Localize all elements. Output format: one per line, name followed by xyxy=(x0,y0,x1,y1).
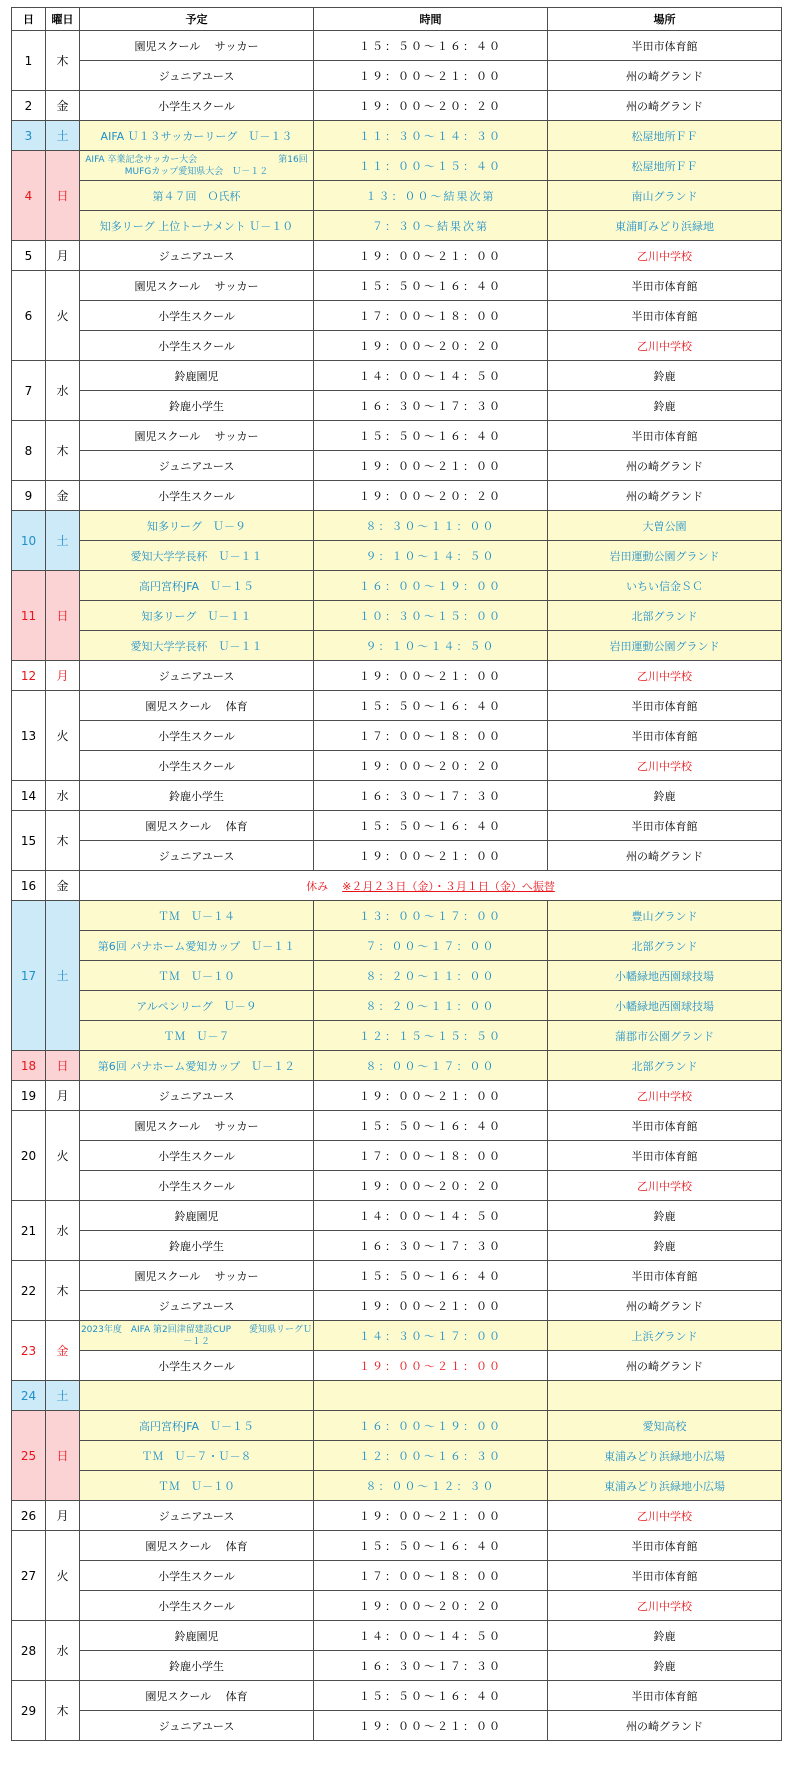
weekday-cell: 火 xyxy=(46,691,80,781)
time-cell: １９：００～２１：００ xyxy=(314,1711,548,1741)
time-cell: １９：００～２１：００ xyxy=(314,61,548,91)
table-row xyxy=(12,1171,782,1201)
event-cell: ＴＭ Ｕ－１４ xyxy=(80,901,314,931)
table-row xyxy=(12,961,782,991)
place-cell: 岩田運動公園グランド xyxy=(548,631,782,661)
place-cell: 半田市体育館 xyxy=(548,31,782,61)
place-cell: 鈴鹿 xyxy=(548,781,782,811)
place-cell: 小幡緑地西園球技場 xyxy=(548,991,782,1021)
table-row xyxy=(12,361,782,391)
event-cell: 鈴鹿小学生 xyxy=(80,391,314,421)
place-cell: 州の崎グランド xyxy=(548,1711,782,1741)
event-cell: 小学生スクール xyxy=(80,301,314,331)
place-cell: 州の崎グランド xyxy=(548,451,782,481)
time-cell: １６：００～１９：００ xyxy=(314,1411,548,1441)
place-cell: 半田市体育館 xyxy=(548,1681,782,1711)
time-cell: ８：３０～１１：００ xyxy=(314,511,548,541)
time-cell: １６：３０～１７：３０ xyxy=(314,781,548,811)
time-cell: １５：５０～１６：４０ xyxy=(314,421,548,451)
place-cell: 乙川中学校 xyxy=(548,1081,782,1111)
event-cell: ジュニアユース xyxy=(80,841,314,871)
place-cell: 鈴鹿 xyxy=(548,1201,782,1231)
event-cell: 高円宮杯JFA Ｕ－１５ xyxy=(80,571,314,601)
place-cell: 半田市体育館 xyxy=(548,1141,782,1171)
table-row xyxy=(12,1261,782,1291)
place-cell: 上浜グランド xyxy=(548,1321,782,1351)
table-row xyxy=(12,1561,782,1591)
event-cell: 知多リーグ Ｕ－１１ xyxy=(80,601,314,631)
day-cell: 29 xyxy=(12,1681,46,1741)
weekday-cell: 金 xyxy=(46,91,80,121)
time-cell: １４：３０～１７：００ xyxy=(314,1321,548,1351)
table-row xyxy=(12,1381,782,1411)
place-cell: 半田市体育館 xyxy=(548,721,782,751)
event-cell: 園児スクール 体育 xyxy=(80,1531,314,1561)
event-cell: 知多リーグ 上位トーナメント Ｕ－１０ xyxy=(80,211,314,241)
place-cell: 鈴鹿 xyxy=(548,1651,782,1681)
header-weekday: 曜日 xyxy=(46,8,80,31)
table-row xyxy=(12,871,782,901)
weekday-cell: 木 xyxy=(46,421,80,481)
event-cell: 第6回 パナホーム愛知カップ Ｕ－１１ xyxy=(80,931,314,961)
place-cell: 松屋地所ＦＦ xyxy=(548,151,782,181)
day-cell: 2 xyxy=(12,91,46,121)
place-cell: 豊山グランド xyxy=(548,901,782,931)
place-cell: 半田市体育館 xyxy=(548,421,782,451)
table-row xyxy=(12,1231,782,1261)
day-cell: 27 xyxy=(12,1531,46,1621)
time-cell: １４：００～１４：５０ xyxy=(314,361,548,391)
event-cell: ＴＭ Ｕ－７・Ｕ－８ xyxy=(80,1441,314,1471)
table-row xyxy=(12,991,782,1021)
table-row xyxy=(12,661,782,691)
event-cell: 鈴鹿園児 xyxy=(80,1201,314,1231)
header-place: 場所 xyxy=(548,8,782,31)
table-row xyxy=(12,1411,782,1441)
table-row xyxy=(12,31,782,61)
time-cell: ９：１０～１４：５０ xyxy=(314,541,548,571)
weekday-cell: 月 xyxy=(46,661,80,691)
event-cell: 園児スクール 体育 xyxy=(80,691,314,721)
place-cell: 半田市体育館 xyxy=(548,1561,782,1591)
table-row xyxy=(12,1501,782,1531)
table-row xyxy=(12,721,782,751)
time-cell: ８：００～１７：００ xyxy=(314,1051,548,1081)
event-cell: ＴＭ Ｕ－１０ xyxy=(80,1471,314,1501)
day-cell: 7 xyxy=(12,361,46,421)
place-cell: 乙川中学校 xyxy=(548,331,782,361)
table-row xyxy=(12,181,782,211)
weekday-cell: 月 xyxy=(46,1081,80,1111)
event-cell: ジュニアユース xyxy=(80,661,314,691)
event-cell: 小学生スクール xyxy=(80,1351,314,1381)
table-row xyxy=(12,1471,782,1501)
time-cell: １７：００～１８：００ xyxy=(314,1141,548,1171)
table-row xyxy=(12,631,782,661)
place-cell: 半田市体育館 xyxy=(548,301,782,331)
time-cell: １０：３０～１５：００ xyxy=(314,601,548,631)
table-row xyxy=(12,811,782,841)
place-cell: 乙川中学校 xyxy=(548,1171,782,1201)
header-time: 時間 xyxy=(314,8,548,31)
table-row xyxy=(12,1681,782,1711)
place-cell: 松屋地所ＦＦ xyxy=(548,121,782,151)
place-cell: 小幡緑地西園球技場 xyxy=(548,961,782,991)
table-row xyxy=(12,121,782,151)
time-cell: １５：５０～１６：４０ xyxy=(314,1531,548,1561)
event-cell: ジュニアユース xyxy=(80,451,314,481)
table-row xyxy=(12,1051,782,1081)
time-cell: １５：５０～１６：４０ xyxy=(314,1681,548,1711)
table-row xyxy=(12,751,782,781)
time-cell: １５：５０～１６：４０ xyxy=(314,31,548,61)
table-row xyxy=(12,1621,782,1651)
place-cell: いちい信金ＳＣ xyxy=(548,571,782,601)
table-row xyxy=(12,931,782,961)
time-cell: １７：００～１８：００ xyxy=(314,1561,548,1591)
day-cell: 24 xyxy=(12,1381,46,1411)
schedule-body xyxy=(12,31,782,1741)
day-cell: 14 xyxy=(12,781,46,811)
event-cell: 園児スクール 体育 xyxy=(80,811,314,841)
table-row xyxy=(12,841,782,871)
event-cell: 小学生スクール xyxy=(80,1171,314,1201)
table-row xyxy=(12,1021,782,1051)
table-row xyxy=(12,511,782,541)
place-cell: 北部グランド xyxy=(548,931,782,961)
event-cell: ＴＭ Ｕ－７ xyxy=(80,1021,314,1051)
place-cell: 愛知高校 xyxy=(548,1411,782,1441)
event-cell: 愛知大学学長杯 Ｕ－１１ xyxy=(80,541,314,571)
time-cell: １７：００～１８：００ xyxy=(314,721,548,751)
table-row xyxy=(12,301,782,331)
day-cell: 22 xyxy=(12,1261,46,1321)
time-cell: １２：１５～１５：５０ xyxy=(314,1021,548,1051)
event-cell: 愛知大学学長杯 Ｕ－１１ xyxy=(80,631,314,661)
weekday-cell: 火 xyxy=(46,1111,80,1201)
event-cell: 第6回 パナホーム愛知カップ Ｕ－１２ xyxy=(80,1051,314,1081)
day-cell: 8 xyxy=(12,421,46,481)
event-cell: アルペンリーグ Ｕ－９ xyxy=(80,991,314,1021)
place-cell: 半田市体育館 xyxy=(548,811,782,841)
table-row xyxy=(12,1111,782,1141)
event-cell: 園児スクール サッカー xyxy=(80,31,314,61)
event-cell: 知多リーグ Ｕ－９ xyxy=(80,511,314,541)
time-cell: ８：００～１２：３０ xyxy=(314,1471,548,1501)
event-cell: ジュニアユース xyxy=(80,1081,314,1111)
weekday-cell: 水 xyxy=(46,1201,80,1261)
place-cell: 州の崎グランド xyxy=(548,1351,782,1381)
place-cell: 乙川中学校 xyxy=(548,751,782,781)
day-cell: 12 xyxy=(12,661,46,691)
weekday-cell: 土 xyxy=(46,1381,80,1411)
place-cell: 半田市体育館 xyxy=(548,271,782,301)
day-cell: 23 xyxy=(12,1321,46,1381)
time-cell: １９：００～２０：２０ xyxy=(314,1171,548,1201)
time-cell: １９：００～２１：００ xyxy=(314,451,548,481)
day-cell: 28 xyxy=(12,1621,46,1681)
weekday-cell: 日 xyxy=(46,1051,80,1081)
event-cell: 鈴鹿園児 xyxy=(80,1621,314,1651)
time-cell: １９：００～２１：００ xyxy=(314,241,548,271)
day-cell: 26 xyxy=(12,1501,46,1531)
time-cell: ８：２０～１１：００ xyxy=(314,961,548,991)
place-cell: 州の崎グランド xyxy=(548,61,782,91)
table-row xyxy=(12,391,782,421)
place-cell: 半田市体育館 xyxy=(548,691,782,721)
table-row xyxy=(12,1291,782,1321)
place-cell: 北部グランド xyxy=(548,601,782,631)
table-row xyxy=(12,1651,782,1681)
time-cell: １６：３０～１７：３０ xyxy=(314,391,548,421)
place-cell: 州の崎グランド xyxy=(548,481,782,511)
weekday-cell: 土 xyxy=(46,511,80,571)
table-row xyxy=(12,1321,782,1351)
place-cell xyxy=(548,1381,782,1411)
weekday-cell: 日 xyxy=(46,151,80,241)
time-cell: １６：３０～１７：３０ xyxy=(314,1231,548,1261)
time-cell: １５：５０～１６：４０ xyxy=(314,811,548,841)
event-cell: 2023年度 AIFA 第2回津留建設CUP 愛知県リーグＵ－１２ xyxy=(80,1321,314,1351)
time-cell: １６：００～１９：００ xyxy=(314,571,548,601)
day-cell: 11 xyxy=(12,571,46,661)
event-cell: 鈴鹿小学生 xyxy=(80,1651,314,1681)
weekday-cell: 金 xyxy=(46,871,80,901)
event-cell: 小学生スクール xyxy=(80,721,314,751)
place-cell: 半田市体育館 xyxy=(548,1111,782,1141)
closed-label: 休み xyxy=(306,879,329,893)
event-cell: 小学生スクール xyxy=(80,1591,314,1621)
event-cell: ジュニアユース xyxy=(80,1291,314,1321)
weekday-cell: 月 xyxy=(46,241,80,271)
place-cell: 東浦町みどり浜緑地 xyxy=(548,211,782,241)
time-cell: １１：００～１５：４０ xyxy=(314,151,548,181)
weekday-cell: 木 xyxy=(46,1261,80,1321)
weekday-cell: 火 xyxy=(46,1531,80,1621)
day-cell: 20 xyxy=(12,1111,46,1201)
weekday-cell: 火 xyxy=(46,271,80,361)
weekday-cell: 木 xyxy=(46,811,80,871)
table-row xyxy=(12,1711,782,1741)
table-row xyxy=(12,421,782,451)
table-row xyxy=(12,901,782,931)
header-row xyxy=(12,8,782,31)
weekday-cell: 金 xyxy=(46,481,80,511)
table-row xyxy=(12,1351,782,1381)
time-cell: １６：３０～１７：３０ xyxy=(314,1651,548,1681)
place-cell: 蒲郡市公園グランド xyxy=(548,1021,782,1051)
weekday-cell: 土 xyxy=(46,901,80,1051)
event-cell xyxy=(80,1381,314,1411)
place-cell: 乙川中学校 xyxy=(548,241,782,271)
event-cell: 園児スクール 体育 xyxy=(80,1681,314,1711)
weekday-cell: 日 xyxy=(46,1411,80,1501)
time-cell: １４：００～１４：５０ xyxy=(314,1621,548,1651)
place-cell: 乙川中学校 xyxy=(548,661,782,691)
place-cell: 大曽公園 xyxy=(548,511,782,541)
day-cell: 4 xyxy=(12,151,46,241)
event-cell: 小学生スクール xyxy=(80,91,314,121)
table-row xyxy=(12,481,782,511)
event-cell: ＴＭ Ｕ－１０ xyxy=(80,961,314,991)
event-cell: 鈴鹿小学生 xyxy=(80,781,314,811)
day-cell: 16 xyxy=(12,871,46,901)
time-cell: １５：５０～１６：４０ xyxy=(314,271,548,301)
weekday-cell: 水 xyxy=(46,781,80,811)
time-cell: １９：００～２１：００ xyxy=(314,1501,548,1531)
place-cell: 鈴鹿 xyxy=(548,361,782,391)
event-cell: 園児スクール サッカー xyxy=(80,421,314,451)
time-cell: １５：５０～１６：４０ xyxy=(314,1111,548,1141)
table-row xyxy=(12,1591,782,1621)
weekday-cell: 月 xyxy=(46,1501,80,1531)
place-cell: 南山グランド xyxy=(548,181,782,211)
time-cell: １３：００～結果次第 xyxy=(314,181,548,211)
time-cell: ７：００～１７：００ xyxy=(314,931,548,961)
day-cell: 17 xyxy=(12,901,46,1051)
place-cell: 乙川中学校 xyxy=(548,1591,782,1621)
day-cell: 13 xyxy=(12,691,46,781)
place-cell: 東浦みどり浜緑地小広場 xyxy=(548,1471,782,1501)
table-row xyxy=(12,571,782,601)
table-row xyxy=(12,1081,782,1111)
event-cell: 高円宮杯JFA Ｕ－１５ xyxy=(80,1411,314,1441)
day-cell: 3 xyxy=(12,121,46,151)
schedule-table xyxy=(11,7,782,1741)
event-cell: 第４７回 Ｏ氏杯 xyxy=(80,181,314,211)
day-cell: 15 xyxy=(12,811,46,871)
event-cell: AIFA Ｕ１３サッカーリーグ Ｕ－１３ xyxy=(80,121,314,151)
event-cell: AIFA 卒業記念サッカー大会 第16回MUFGカップ愛知県大会 Ｕ－１２ xyxy=(80,151,314,181)
time-cell xyxy=(314,1381,548,1411)
place-cell: 鈴鹿 xyxy=(548,1231,782,1261)
table-row xyxy=(12,1141,782,1171)
place-cell: 岩田運動公園グランド xyxy=(548,541,782,571)
time-cell: １９：００～２０：２０ xyxy=(314,331,548,361)
table-row xyxy=(12,1441,782,1471)
place-cell: 鈴鹿 xyxy=(548,391,782,421)
time-cell: １５：５０～１６：４０ xyxy=(314,1261,548,1291)
event-cell: 鈴鹿小学生 xyxy=(80,1231,314,1261)
closed-note xyxy=(80,871,782,901)
time-cell: １９：００～２１：００ xyxy=(314,841,548,871)
header-day: 日 xyxy=(12,8,46,31)
weekday-cell: 水 xyxy=(46,1621,80,1681)
event-cell: 園児スクール サッカー xyxy=(80,1111,314,1141)
event-cell: 鈴鹿園児 xyxy=(80,361,314,391)
time-cell: ８：２０～１１：００ xyxy=(314,991,548,1021)
time-cell: １３：００～１７：００ xyxy=(314,901,548,931)
day-cell: 9 xyxy=(12,481,46,511)
event-cell: ジュニアユース xyxy=(80,1711,314,1741)
place-cell: 乙川中学校 xyxy=(548,1501,782,1531)
day-cell: 10 xyxy=(12,511,46,571)
time-cell: １４：００～１４：５０ xyxy=(314,1201,548,1231)
day-cell: 18 xyxy=(12,1051,46,1081)
table-row xyxy=(12,451,782,481)
time-cell: １９：００～２１：００ xyxy=(314,1351,548,1381)
event-cell: 園児スクール サッカー xyxy=(80,1261,314,1291)
event-cell: 小学生スクール xyxy=(80,481,314,511)
event-cell: 小学生スクール xyxy=(80,1561,314,1591)
day-cell: 5 xyxy=(12,241,46,271)
table-row xyxy=(12,601,782,631)
event-cell: ジュニアユース xyxy=(80,241,314,271)
table-row xyxy=(12,1531,782,1561)
event-cell: 小学生スクール xyxy=(80,331,314,361)
place-cell: 州の崎グランド xyxy=(548,91,782,121)
time-cell: １９：００～２０：２０ xyxy=(314,91,548,121)
day-cell: 1 xyxy=(12,31,46,91)
table-row xyxy=(12,1201,782,1231)
table-row xyxy=(12,781,782,811)
time-cell: １９：００～２１：００ xyxy=(314,1081,548,1111)
place-cell: 半田市体育館 xyxy=(548,1531,782,1561)
table-row xyxy=(12,691,782,721)
time-cell: １５：５０～１６：４０ xyxy=(314,691,548,721)
weekday-cell: 日 xyxy=(46,571,80,661)
weekday-cell: 木 xyxy=(46,31,80,91)
time-cell: ９：１０～１４：５０ xyxy=(314,631,548,661)
table-row xyxy=(12,271,782,301)
event-cell: 園児スクール サッカー xyxy=(80,271,314,301)
time-cell: １９：００～２１：００ xyxy=(314,661,548,691)
event-cell: ジュニアユース xyxy=(80,61,314,91)
table-row xyxy=(12,91,782,121)
time-cell: ７：３０～結果次第 xyxy=(314,211,548,241)
table-row xyxy=(12,541,782,571)
place-cell: 州の崎グランド xyxy=(548,1291,782,1321)
transfer-note: ※２月２３日（金）・３月１日（金）へ振替 xyxy=(342,879,555,893)
time-cell: １１：３０～１４：３０ xyxy=(314,121,548,151)
weekday-cell: 土 xyxy=(46,121,80,151)
event-cell: 小学生スクール xyxy=(80,751,314,781)
weekday-cell: 水 xyxy=(46,361,80,421)
place-cell: 州の崎グランド xyxy=(548,841,782,871)
place-cell: 半田市体育館 xyxy=(548,1261,782,1291)
time-cell: １７：００～１８：００ xyxy=(314,301,548,331)
day-cell: 21 xyxy=(12,1201,46,1261)
event-cell: 小学生スクール xyxy=(80,1141,314,1171)
header-event: 予定 xyxy=(80,8,314,31)
table-row xyxy=(12,331,782,361)
day-cell: 19 xyxy=(12,1081,46,1111)
event-cell: ジュニアユース xyxy=(80,1501,314,1531)
place-cell: 鈴鹿 xyxy=(548,1621,782,1651)
time-cell: １２：００～１６：３０ xyxy=(314,1441,548,1471)
time-cell: １９：００～２０：２０ xyxy=(314,1591,548,1621)
place-cell: 北部グランド xyxy=(548,1051,782,1081)
time-cell: １９：００～２０：２０ xyxy=(314,481,548,511)
day-cell: 6 xyxy=(12,271,46,361)
table-row xyxy=(12,151,782,181)
weekday-cell: 木 xyxy=(46,1681,80,1741)
weekday-cell: 金 xyxy=(46,1321,80,1381)
place-cell: 東浦みどり浜緑地小広場 xyxy=(548,1441,782,1471)
table-row xyxy=(12,211,782,241)
time-cell: １９：００～２０：２０ xyxy=(314,751,548,781)
time-cell: １９：００～２１：００ xyxy=(314,1291,548,1321)
table-row xyxy=(12,241,782,271)
table-row xyxy=(12,61,782,91)
day-cell: 25 xyxy=(12,1411,46,1501)
